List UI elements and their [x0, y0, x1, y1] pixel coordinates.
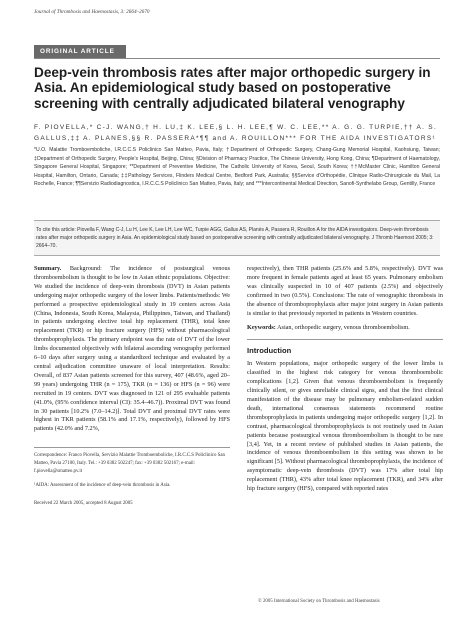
summary-text: Background: The incidence of postsurgical venous thromboembolism is thought to be low in Asian ethnic populations. Objective: We studied the incidence of deep-vein thrombosis (DVT) in Asian patients undergoing major orthopedic surgery of the lower limbs. Patients/methods: We performed a prospective epidemiological study in 19 centers across Asia (China, Indonesia, South Korea, Malaysia, Philippines, Taiwan, and Thailand) in patients undergoing elective total hip replacement (THR), total knee replacement (TKR) or hip fracture surgery (HFS) without pharmacological thromboprophylaxis. The primary endpoint was the rate of DVT of the lower limbs documented objectively with bilateral ascending venography performed 6–10 days after surgery using a standardized technique and evaluated by a central adjudication committee unaware of local interpretation. Results: Overall, of 837 Asian patients screened for this survey, 407 (48.6%, aged 20–99 years) undergoing THR (n = 175), TKR (n = 136) or HFS (n = 96) were recruited in 19 centers. DVT was diagnosed in 121 of 295 evaluable patients (41.0%, (95% confidence interval (CI): 35.4–46.7)). Proximal DVT was found in 30 patients [10.2% (7.0–14.2)]. Total DVT and proximal DVT rates were highest in TKR patients (58.1% and 17.1%, respectively), followed by HFS patients (42.0% and 7.2%, [34, 265, 230, 433]
received-dates: Received 22 March 2005, accepted 8 August 2005 [34, 501, 133, 507]
aida-footnote: ¹AIDA: Assessment of the incidence of deep-vein thrombosis in Asia. [34, 483, 171, 489]
citation-text: To cite this article: Piovella F, Wang C-J, Lu H, Lee K, Lee LH, Lee WC, Turpie AGG, Gallus AS, Planès A, Passera R, Rouillon A for the AIDA investigators. Deep-vein thrombosis rates after major orthopedic surgery in Asia. An epidemiological study based on postoperative screening with centrally adjudicated bilateral venography. J Thromb Haemost 2005; 3: 2664–70. [36, 227, 434, 249]
left-column [34, 265, 230, 508]
keywords-text: Asian, orthopedic surgery, venous thromboembolism. [275, 324, 410, 332]
running-head: Journal of Thrombosis and Haemostasis, 3: 2664–2670 [34, 9, 150, 15]
summary-continuation: respectively), then THR patients (25.6% and 5.8%, respectively). DVT was more frequent in female patients aged at least 65 years. Pulmonary embolism was clinically suspected in 10 of 407 patients (2.5%) and objectively confirmed in two (0.5%). Conclusions: The rate of venographic thrombosis in the absence of thromboprophylaxis after major joint surgery in Asian patients is similar to that previously reported in patients in Western countries. [247, 265, 443, 317]
footnote-rule [34, 447, 230, 448]
summary-label: Summary. [34, 265, 62, 272]
correspondence: Correspondence: Franco Piovella, Servizio Malattie Tromboemboliche, I.R.C.C.S Policlinico San Matteo, Pavia 27100, Italy. Tel.: +39 0382 502247; fax: +39 0382 502167; e-mail: f.piovella@smatteo.pv.it [34, 453, 225, 475]
citation-box [34, 220, 440, 256]
article-title: Deep-vein thrombosis rates after major orthopedic surgery in Asia. An epidemiological study based on postoperative screening with centrally adjudicated bilateral venography [34, 65, 431, 111]
copyright-line: © 2005 International Society on Thrombosis and Haemostasis [258, 599, 380, 604]
introduction-heading: Introduction [247, 346, 292, 356]
keywords-rule [247, 339, 443, 340]
author-list: F. PIOVELLA,* C-J. WANG,† H. LU,‡ K. LEE,§ L. H. LEE,¶ W. C. LEE,** A. G. G. TURPIE,†† A. S. GALLUS,‡‡ A. PLANES,§§ R. PASSERA*¶¶ and A. ROUILLON*** FOR THE AIDA INVESTIGATORS¹ [34, 124, 438, 142]
introduction-text: In Western populations, major orthopedic surgery of the lower limbs is classified in the highest risk category for venous thromboembolic complications [1,2]. Given that venous thromboembolism is frequently clinically silent, or gives unreliable clinical signs, and that the first clinical manifestation of the disease may be pulmonary embolism-related sudden death, international consensus statements recommend routine thromboprophylaxis in patients undergoing major orthopedic surgery [1,2]. In contrast, pharmacological thromboprophylaxis is not routinely used in Asian patients because postsurgical venous thromboembolism is thought to be rare [3,4]. Yet, in a recent review of published studies in Asian patients, the incidence of venous thromboembolism in this setting was shown to be significant [5]. Without pharmacological thromboprophylaxis, the incidence of asymptomatic deep-vein thrombosis (DVT) was 17% after total hip replacement (THR), 43% after total knee replacement (TKR), and 34% after hip fracture surgery (HFS), compared with reported rates [247, 360, 443, 493]
article-type-badge: ORIGINAL ARTICLE [34, 45, 126, 58]
header-rule [34, 58, 440, 59]
right-column [247, 265, 443, 494]
abstract-summary [34, 265, 230, 434]
keywords [247, 324, 443, 333]
affiliations: *U.O. Malattie Tromboemboliche, I.R.C.C.S Policlinico San Matteo, Pavia, Italy; †Department of Orthopedic Surgery, Chang-Gung Memorial Hospital, Kaohsiung, Taiwan; ‡Department of Orthopedic Surgery, People's Hospital, Beijing, China; §Division of Pharmacy Practice, The Chinese University, Hong Kong, China; ¶Department of Haematology, Singapore General Hospital, Singapore; **Department of Preventive Medicine, The Catholic University of Korea, Seoul, South Korea; ††McMaster Clinic, Hamilton General Hospital, Hamilton, Ontario, Canada; ‡‡Pathology Services, Flinders Medical Centre, Bedford Park, Australia; §§Service d'Orthopédie, Clinique Radio-Chirurgicale du Mail, La Rochelle, France; ¶¶Servizio Radiodiagnostica, I.R.C.C.S Policlinico San Matteo, Pavia, Italy; and ***Intercontinental Medical Direction, Sanofi-Synthelabo Group, Gentilly, France [34, 147, 440, 188]
keywords-label: Keywords: [247, 324, 276, 332]
